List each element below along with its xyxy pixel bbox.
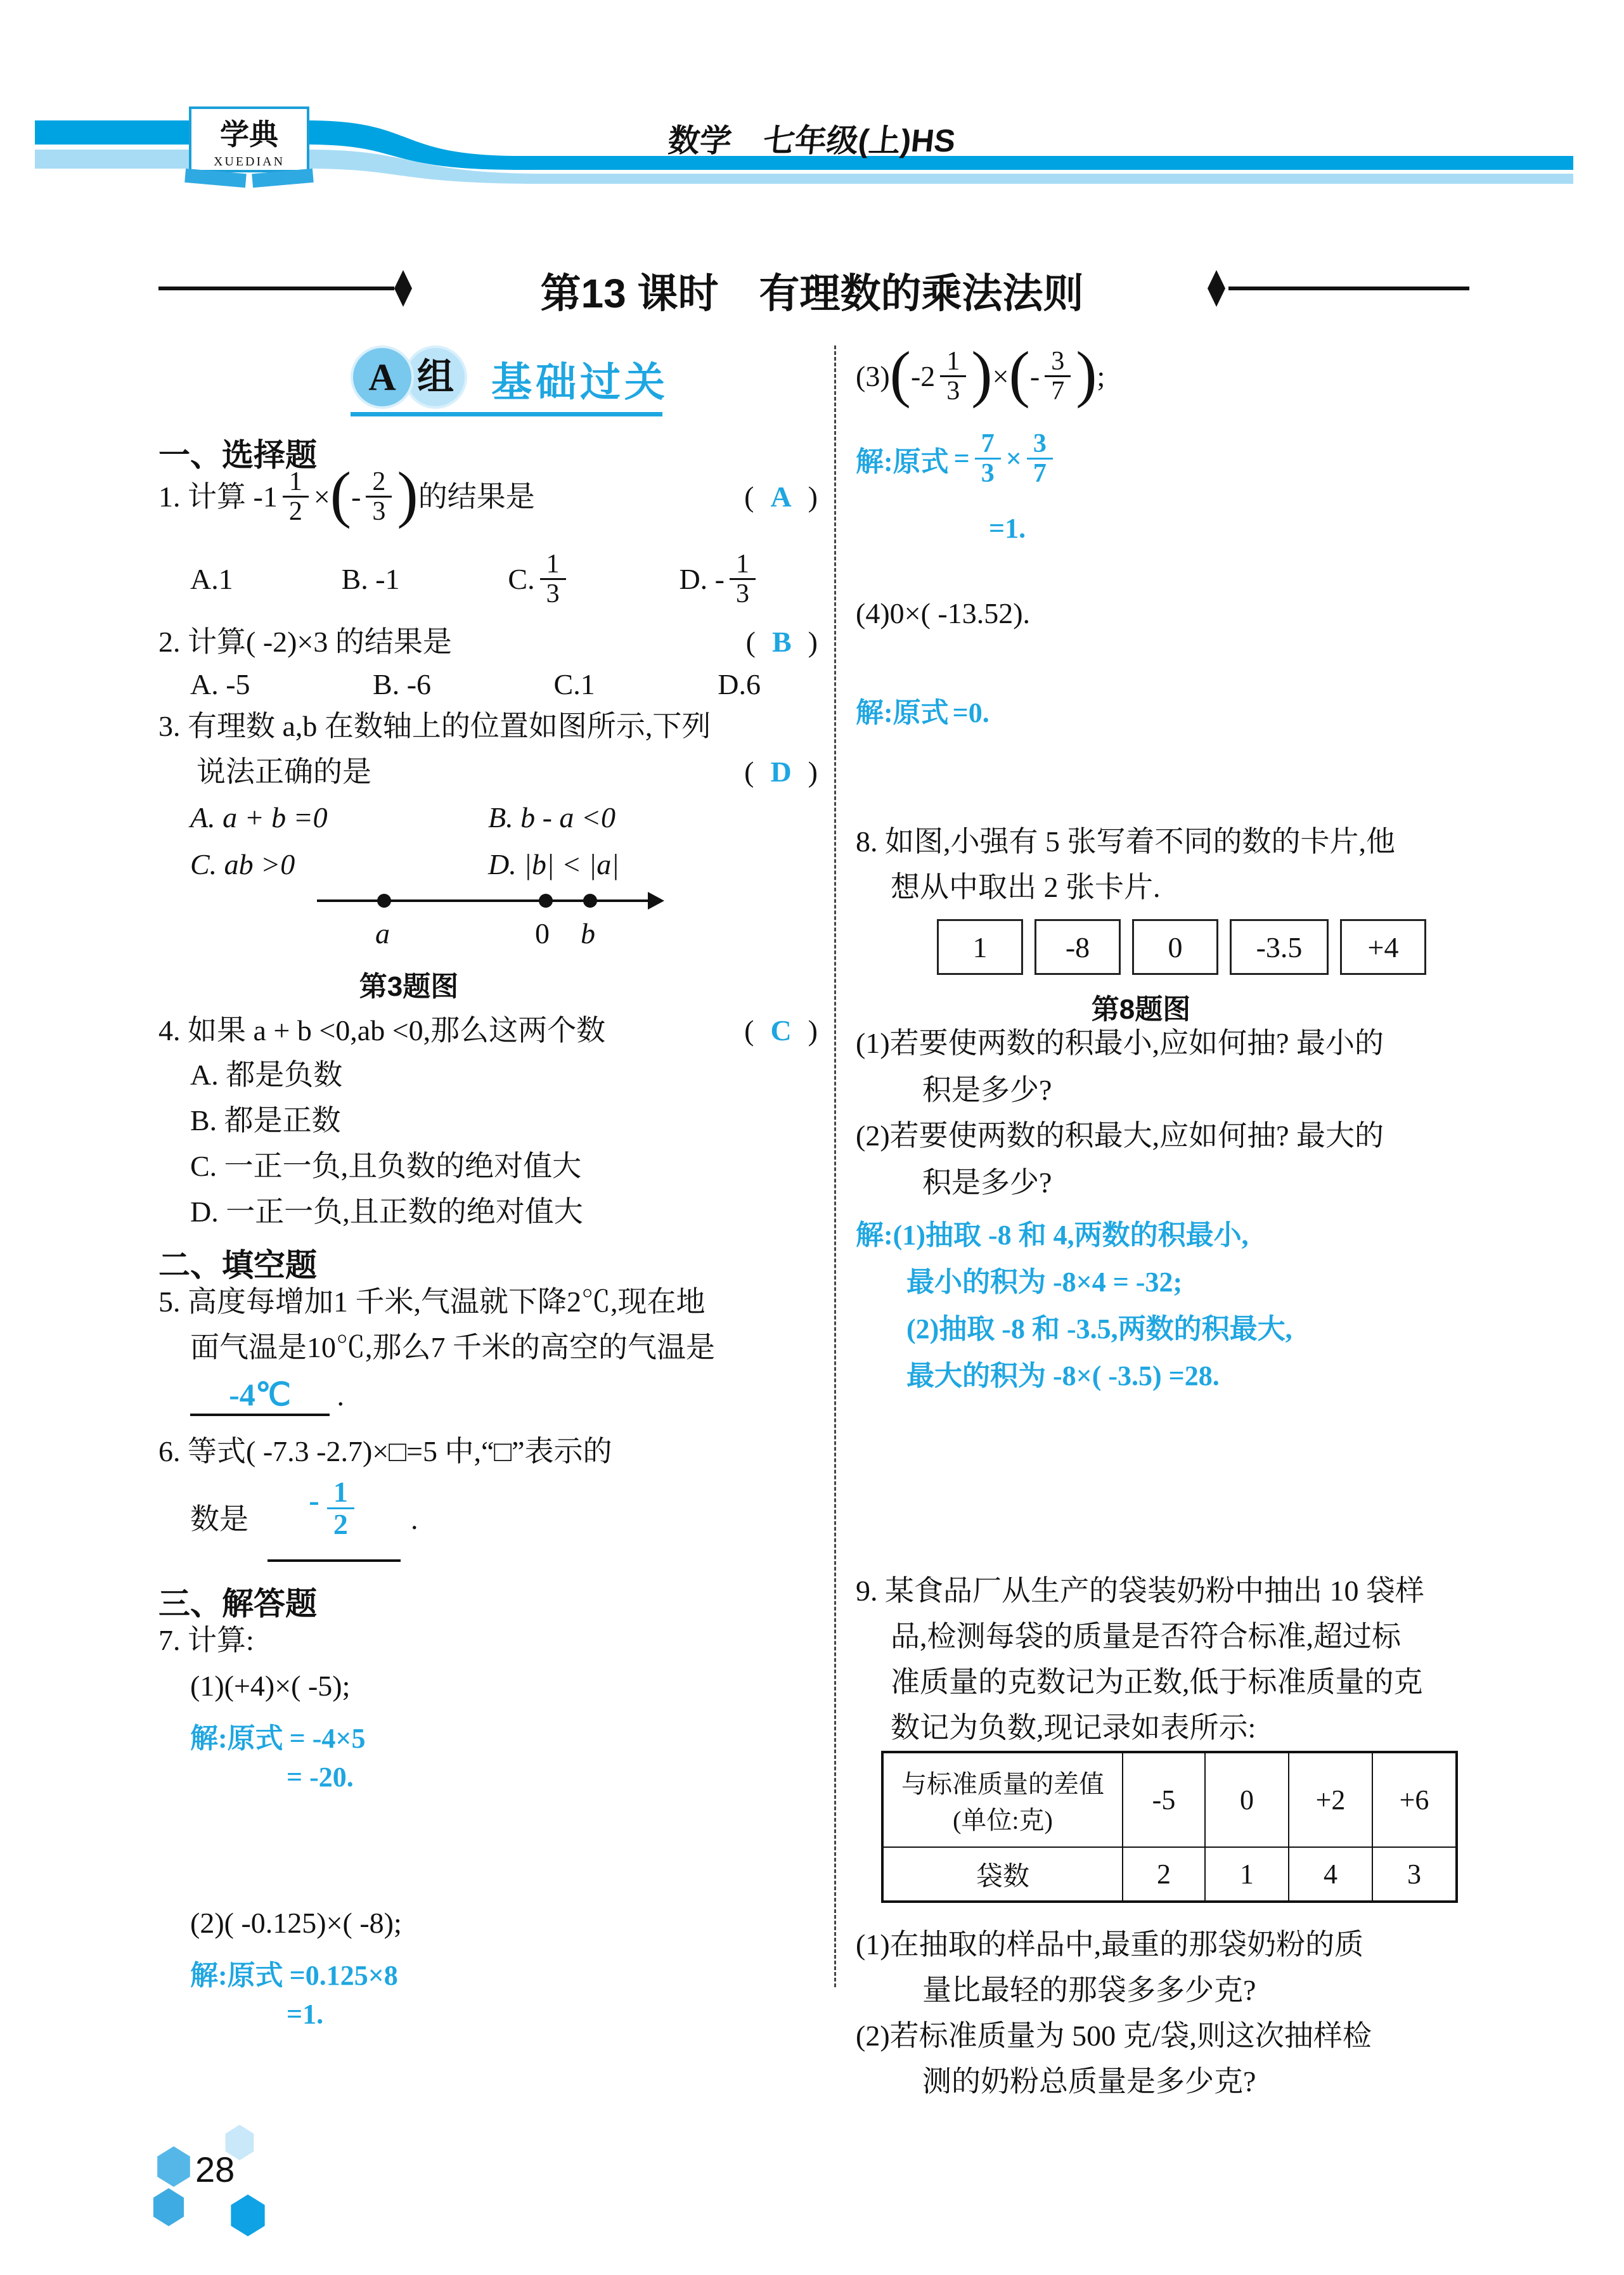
paren: (: [1009, 338, 1030, 409]
badge-group-label: 组: [416, 356, 454, 397]
card: 0: [1132, 919, 1218, 975]
q8-sol-line2: 最小的积为 -8×4 = -32;: [906, 1266, 1183, 1298]
q7-sol2-line1: 解:原式 =0.125×8: [190, 1960, 398, 1991]
q7-sol3-line1: 解:原式 = $\frac{7}{3}$ × $\frac{3}{7}$: [856, 430, 1058, 487]
q7-sol3-line2: =1.: [989, 513, 1026, 544]
point-a-dot: [377, 894, 391, 908]
q8-part2-line2: 积是多少?: [922, 1166, 1052, 1199]
paren: ): [971, 338, 993, 409]
q7-sol2-line2: =1.: [287, 1999, 324, 2030]
question-2: [158, 624, 818, 659]
q4-opt-b: B. 都是正数: [190, 1104, 341, 1137]
page-number: 28: [195, 2149, 235, 2189]
q2-opt-b: B. -6: [373, 668, 432, 700]
q2-answer: ( B ): [745, 626, 818, 659]
q9-table-count: 3: [1372, 1847, 1457, 1902]
q3-opt-b: B. b - a <0: [488, 801, 615, 834]
q9-line1: 9. 某食品厂从生产的袋装奶粉中抽出 10 袋样: [856, 1575, 1424, 1607]
q8-line2: 想从中取出 2 张卡片.: [891, 871, 1161, 903]
q1-opt-b: B. -1: [341, 563, 400, 595]
hexagon-icon: [151, 2188, 186, 2226]
q7-stem: 7. 计算:: [158, 1624, 254, 1656]
q9-table-rowlabel: 袋数: [882, 1847, 1123, 1902]
fraction: $\frac{1}{2}$: [327, 1477, 354, 1540]
fraction: $\frac{1}{3}$: [730, 550, 756, 608]
q9-table-col: +6: [1372, 1752, 1457, 1847]
q9-part1-line2: 量比最轻的那袋多多少克?: [922, 1974, 1256, 2006]
badge-a-label: A: [368, 356, 396, 398]
q8-figure-caption: 第8题图: [1091, 994, 1191, 1025]
q3-line2: [158, 754, 818, 789]
q1-opt-d: D. - $\frac{1}{3}$: [679, 550, 761, 608]
q2-opt-d: D.6: [718, 668, 761, 700]
q7-sol4: 解:原式 =0.: [856, 697, 989, 728]
q3-options-row2: [190, 847, 818, 882]
q9-table-header-cell: 与标准质量的差值 (单位:克): [882, 1752, 1123, 1847]
hexagon-icon: [155, 2146, 193, 2187]
hexagon-icon: [228, 2194, 267, 2236]
q9-line2: 品,检测每袋的质量是否符合标准,超过标: [891, 1620, 1401, 1653]
point-b-dot: [583, 894, 597, 908]
q9-table-count: 4: [1289, 1847, 1372, 1902]
q6-line2-prefix: 数是: [190, 1503, 248, 1536]
q6-answer-line: 数是 - $\frac{1}{2}$ .: [190, 1477, 418, 1562]
page-subject: 数学 七年级(上)HS: [666, 123, 957, 158]
book-logo-icon: [189, 106, 309, 172]
diamond-icon: [394, 270, 412, 307]
q9-part2-line1: (2)若标准质量为 500 克/袋,则这次抽样检: [856, 2020, 1372, 2052]
lesson-title: 第13 课时 有理数的乘法法则: [540, 271, 1084, 316]
badge-circle-a: [351, 345, 414, 409]
brand-cn: 学典: [220, 119, 278, 151]
q2-opt-a: A. -5: [190, 668, 250, 700]
q9-table-count: 2: [1123, 1847, 1205, 1902]
fraction: $\frac{3}{7}$: [1027, 430, 1053, 487]
q1-answer: ( A ): [744, 480, 818, 513]
q1-opt-a: A.1: [190, 563, 233, 595]
badge-title: 基础过关: [491, 359, 669, 405]
title-rule-left: [158, 287, 394, 290]
brand-en: XUEDIAN: [213, 155, 285, 169]
q1-opt-c: C. $\frac{1}{3}$: [508, 550, 570, 608]
q3-opt-c: C. ab >0: [190, 848, 295, 880]
q7-sol1-line2: = -20.: [287, 1762, 354, 1793]
label-0: 0: [535, 917, 550, 950]
q3-figure-caption: 第3题图: [359, 971, 459, 1002]
card: -3.5: [1230, 919, 1329, 975]
q7-part4: (4)0×( -13.52).: [856, 597, 1031, 629]
paren: (: [889, 338, 911, 409]
number-line-figure: [317, 891, 659, 954]
q9-part2-line2: 测的奶粉总质量是多少克?: [922, 2065, 1256, 2098]
q1-stem: 1. 计算 -1 $\frac{1}{2}$ × ( - $\frac{2}{3}$ ) 的结果是: [158, 458, 535, 529]
q7-sol1-line1: 解:原式 = -4×5: [190, 1723, 366, 1754]
q9-line4: 数记为负数,现记录如表所示:: [891, 1711, 1256, 1744]
title-rule-right: [1228, 287, 1469, 290]
q4-answer: ( C ): [744, 1014, 818, 1047]
fraction: $\frac{1}{3}$: [540, 550, 566, 608]
q3-line1: 3. 有理数 a,b 在数轴上的位置如图所示,下列: [158, 710, 711, 742]
q5-answer-blank: -4℃: [190, 1376, 330, 1416]
fraction: $\frac{1}{2}$: [283, 468, 309, 525]
point-0-dot: [539, 894, 553, 908]
q2-stem: 2. 计算( -2)×3 的结果是: [158, 626, 452, 658]
q9-table-col: +2: [1289, 1752, 1372, 1847]
q7-part3: (3) ( -2 $\frac{1}{3}$ ) × ( - $\frac{3}{7}$ ) ;: [856, 338, 1105, 409]
q9-table-col: 0: [1205, 1752, 1289, 1847]
card: +4: [1340, 919, 1426, 975]
q4-opt-c: C. 一正一负,且负数的绝对值大: [190, 1150, 582, 1182]
q5-line2: 面气温是10℃,那么7 千米的高空的气温是: [190, 1331, 715, 1363]
fraction: $\frac{1}{3}$: [940, 347, 966, 405]
card: -8: [1034, 919, 1121, 975]
fraction: $\frac{3}{7}$: [1045, 347, 1071, 405]
q9-table-col: -5: [1123, 1752, 1205, 1847]
q8-part2-line1: (2)若要使两数的积最大,应如何抽? 最大的: [856, 1119, 1384, 1152]
q2-opt-c: C.1: [553, 668, 595, 700]
arrow-right-icon: [648, 892, 664, 910]
q3-options-row1: [190, 800, 818, 835]
section-fill: 二、填空题: [158, 1247, 317, 1283]
card: 1: [937, 919, 1023, 975]
q9-table: [881, 1751, 1458, 1903]
q8-part1-line2: 积是多少?: [922, 1074, 1052, 1106]
q2-options: [190, 667, 761, 702]
q7-part1: (1)(+4)×( -5);: [190, 1670, 351, 1702]
q4-stem: 4. 如果 a + b <0,ab <0,那么这两个数: [158, 1014, 606, 1047]
fraction: $\frac{7}{3}$: [975, 430, 1001, 487]
q3-answer: ( D ): [744, 756, 818, 789]
q6-line1: 6. 等式( -7.3 -2.7)×□=5 中,“□”表示的: [158, 1435, 612, 1467]
q7-part2: (2)( -0.125)×( -8);: [190, 1907, 402, 1939]
q8-sol-line3: (2)抽取 -8 和 -3.5,两数的积最大,: [906, 1313, 1292, 1344]
q9-part1-line1: (1)在抽取的样品中,最重的那袋奶粉的质: [856, 1928, 1364, 1961]
q8-cards: [937, 919, 1426, 975]
q9-line3: 准质量的克数记为正数,低于标准质量的克: [891, 1666, 1423, 1698]
question-4: [158, 1013, 818, 1048]
label-a: a: [375, 917, 390, 950]
diamond-icon: [1208, 270, 1225, 307]
column-divider: [834, 345, 836, 1987]
q3-opt-a: A. a + b =0: [190, 801, 328, 834]
q8-sol-line4: 最大的积为 -8×( -3.5) =28.: [906, 1360, 1220, 1391]
q5-line1: 5. 高度每增加1 千米,气温就下降2℃,现在地: [158, 1286, 706, 1318]
q8-sol-line1: 解:(1)抽取 -8 和 4,两数的积最小,: [856, 1220, 1249, 1251]
q4-opt-d: D. 一正一负,且正数的绝对值大: [190, 1196, 583, 1228]
label-b: b: [581, 917, 595, 950]
q8-line1: 8. 如图,小强有 5 张写着不同的数的卡片,他: [856, 825, 1395, 858]
q5-answer-line: -4℃ .: [190, 1376, 344, 1416]
q8-part1-line1: (1)若要使两数的积最小,应如何抽? 最小的: [856, 1027, 1384, 1059]
q4-opt-a: A. 都是负数: [190, 1059, 343, 1091]
section-solve: 三、解答题: [158, 1586, 317, 1621]
fraction: $\frac{2}{3}$: [366, 468, 392, 525]
section-choice: 一、选择题: [158, 437, 317, 473]
paren: ): [1076, 338, 1097, 409]
q3-opt-d: D. |b| < |a|: [488, 848, 619, 880]
q6-answer-blank: - $\frac{1}{2}$: [267, 1477, 401, 1562]
q9-table-count: 1: [1205, 1847, 1289, 1902]
q3-line2-text: 说法正确的是: [197, 756, 371, 788]
question-1: [158, 458, 818, 529]
badge-underline: [351, 412, 662, 416]
q1-options: [190, 550, 761, 608]
number-line-axis: [317, 899, 653, 902]
